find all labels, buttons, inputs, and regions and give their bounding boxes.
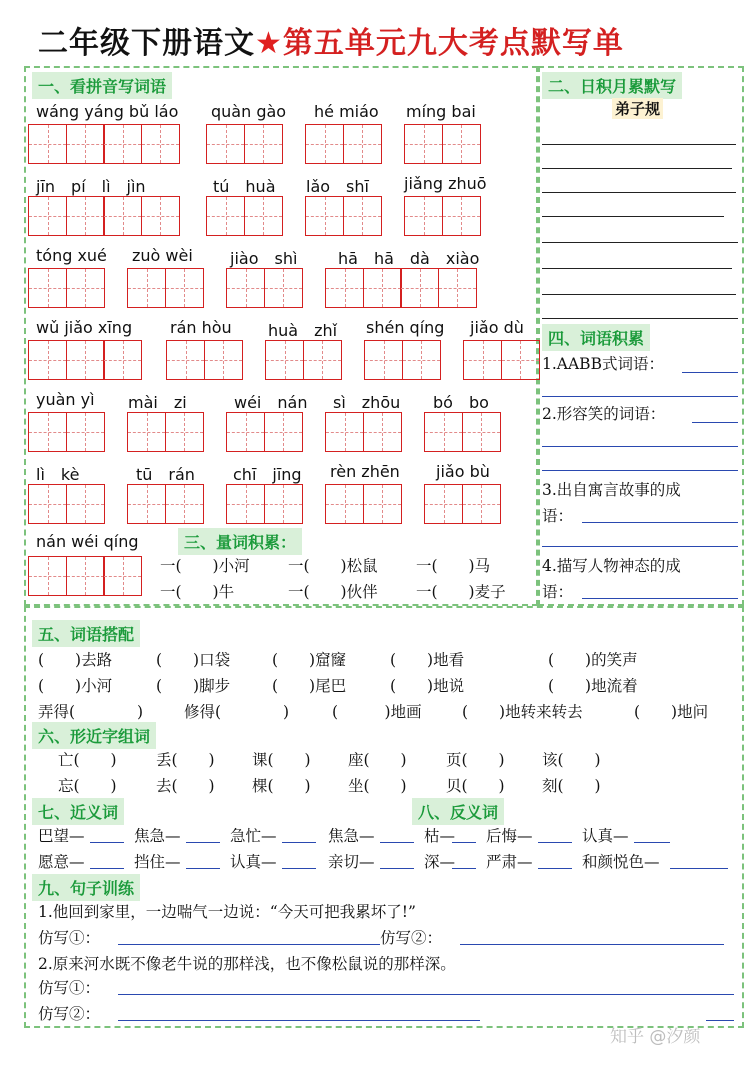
tianzige-cell[interactable] xyxy=(206,124,245,164)
collocation-item: ( )地问 xyxy=(634,703,709,721)
pinyin-label: mài zi xyxy=(128,393,187,412)
tianzige-grid[interactable] xyxy=(226,484,303,524)
tianzige-cell[interactable] xyxy=(165,412,204,452)
answer-line[interactable] xyxy=(90,842,124,843)
tianzige-cell[interactable] xyxy=(325,268,364,308)
synonym-item: 巴望— xyxy=(38,827,85,845)
answer-line[interactable] xyxy=(582,522,738,523)
tianzige-cell[interactable] xyxy=(463,340,502,380)
answer-line[interactable] xyxy=(682,372,738,373)
similar-char-item: 忘( ) xyxy=(58,777,117,795)
antonym-item: 认真— xyxy=(582,827,629,845)
antonym-item: 严肃— xyxy=(486,853,533,871)
collocation-item: ( )地流着 xyxy=(548,677,638,695)
tianzige-grid[interactable] xyxy=(28,484,105,524)
tianzige-cell[interactable] xyxy=(166,340,205,380)
tianzige-cell[interactable] xyxy=(462,412,501,452)
answer-line[interactable] xyxy=(380,842,414,843)
pinyin-label: nán wéi qíng xyxy=(36,532,139,551)
similar-char-item: 课( ) xyxy=(252,751,311,769)
pinyin-label: míng bai xyxy=(406,102,476,121)
tianzige-cell[interactable] xyxy=(103,196,142,236)
answer-line[interactable] xyxy=(542,470,738,471)
tianzige-cell[interactable] xyxy=(442,196,481,236)
similar-char-item: 丢( ) xyxy=(156,751,215,769)
tianzige-cell[interactable] xyxy=(127,268,166,308)
pinyin-label: wéi nán xyxy=(234,393,308,412)
similar-char-item: 棵( ) xyxy=(252,777,311,795)
answer-line[interactable] xyxy=(538,868,572,869)
tianzige-cell[interactable] xyxy=(363,412,402,452)
sentence-1: 1.他回到家里，一边喘气一边说：“今天可把我累坏了!” xyxy=(38,903,416,921)
antonym-item: 枯— xyxy=(424,827,456,845)
tianzige-cell[interactable] xyxy=(66,340,105,380)
tianzige-cell[interactable] xyxy=(226,268,265,308)
writing-line[interactable] xyxy=(542,192,736,193)
tianzige-cell[interactable] xyxy=(66,124,105,164)
tianzige-grid[interactable] xyxy=(28,124,180,164)
tianzige-cell[interactable] xyxy=(28,412,67,452)
collocation-item: ( )地画 xyxy=(332,703,422,721)
synonym-item: 焦急— xyxy=(328,827,375,845)
synonym-item: 认真— xyxy=(230,853,277,871)
answer-line[interactable] xyxy=(670,868,728,869)
tianzige-grid[interactable] xyxy=(424,412,501,452)
similar-char-item: 贝( ) xyxy=(446,777,505,795)
pinyin-label: bó bo xyxy=(433,393,489,412)
tianzige-grid[interactable] xyxy=(28,268,105,308)
collocation-item: ( )去路 xyxy=(38,651,113,669)
tianzige-cell[interactable] xyxy=(363,484,402,524)
title-right: 第五单元九大考点默写单 xyxy=(282,26,624,61)
pinyin-label: wáng yáng bǔ láo xyxy=(36,102,179,121)
tianzige-cell[interactable] xyxy=(265,340,304,380)
tianzige-cell[interactable] xyxy=(363,268,402,308)
tianzige-cell[interactable] xyxy=(325,412,364,452)
tianzige-grid[interactable] xyxy=(28,196,180,236)
antonym-item: 后悔— xyxy=(486,827,533,845)
tianzige-cell[interactable] xyxy=(264,412,303,452)
tianzige-cell[interactable] xyxy=(206,196,245,236)
tianzige-cell[interactable] xyxy=(127,484,166,524)
answer-line[interactable] xyxy=(460,944,724,945)
answer-line[interactable] xyxy=(282,842,316,843)
synonym-item: 焦急— xyxy=(134,827,181,845)
tianzige-cell[interactable] xyxy=(103,556,142,596)
tianzige-cell[interactable] xyxy=(264,484,303,524)
pinyin-label: jīn pí lì jìn xyxy=(36,177,146,196)
collocation-item: 修得( ) xyxy=(184,703,290,721)
pinyin-label: wǔ jiǎo xīng xyxy=(36,318,133,337)
answer-line[interactable] xyxy=(692,422,738,423)
pinyin-label: zuò wèi xyxy=(132,246,193,265)
answer-line[interactable] xyxy=(282,868,316,869)
pinyin-label: quàn gào xyxy=(211,102,287,121)
tianzige-cell[interactable] xyxy=(28,340,67,380)
pinyin-label: lǎo shī xyxy=(306,177,369,196)
answer-line[interactable] xyxy=(380,868,414,869)
tianzige-cell[interactable] xyxy=(404,124,443,164)
writing-line[interactable] xyxy=(542,216,724,217)
tianzige-cell[interactable] xyxy=(28,124,67,164)
collocation-item: 弄得( ) xyxy=(38,703,144,721)
imitate-label: 仿写①： xyxy=(38,979,101,997)
quantifier-item: 一( )小河 xyxy=(160,557,250,575)
tianzige-grid[interactable] xyxy=(28,412,105,452)
tianzige-grid[interactable] xyxy=(463,340,540,380)
collocation-item: ( )的笑声 xyxy=(548,651,638,669)
tianzige-grid[interactable] xyxy=(127,268,204,308)
answer-line[interactable] xyxy=(452,868,476,869)
tianzige-cell[interactable] xyxy=(28,556,67,596)
tianzige-cell[interactable] xyxy=(66,556,105,596)
tianzige-grid[interactable] xyxy=(325,412,402,452)
pinyin-label: sì zhōu xyxy=(333,393,401,412)
writing-line[interactable] xyxy=(542,144,736,145)
tianzige-cell[interactable] xyxy=(305,196,344,236)
tianzige-cell[interactable] xyxy=(438,268,477,308)
pinyin-label: chī jīng xyxy=(233,465,302,484)
tianzige-cell[interactable] xyxy=(28,268,67,308)
section-sentence-header: 九、句子训练 xyxy=(32,874,140,901)
tianzige-cell[interactable] xyxy=(66,484,105,524)
answer-line[interactable] xyxy=(542,446,738,447)
tianzige-grid[interactable] xyxy=(226,268,303,308)
similar-char-item: 亡( ) xyxy=(58,751,117,769)
answer-line[interactable] xyxy=(118,944,380,945)
similar-char-item: 页( ) xyxy=(446,751,505,769)
pinyin-label: jiào shì xyxy=(230,249,298,268)
quantifier-item: 一( )伙伴 xyxy=(288,583,378,601)
vocab-q3b: 语： xyxy=(542,507,574,525)
synonym-item: 挡住— xyxy=(134,853,181,871)
tianzige-cell[interactable] xyxy=(244,124,283,164)
tianzige-cell[interactable] xyxy=(343,196,382,236)
title-left: 二年级下册语文 xyxy=(38,26,255,61)
tianzige-grid[interactable] xyxy=(424,484,501,524)
tianzige-cell[interactable] xyxy=(141,196,180,236)
tianzige-grid[interactable] xyxy=(325,484,402,524)
writing-line[interactable] xyxy=(542,294,736,295)
pinyin-label: yuàn yì xyxy=(36,390,95,409)
tianzige-cell[interactable] xyxy=(204,340,243,380)
pinyin-label: shén qíng xyxy=(366,318,445,337)
tianzige-grid[interactable] xyxy=(166,340,243,380)
tianzige-grid[interactable] xyxy=(127,484,204,524)
pinyin-label: hé miáo xyxy=(314,102,379,121)
quantifier-item: 一( )松鼠 xyxy=(288,557,378,575)
tianzige-grid[interactable] xyxy=(226,412,303,452)
tianzige-grid[interactable] xyxy=(404,196,481,236)
pinyin-label: lì kè xyxy=(36,465,80,484)
tianzige-cell[interactable] xyxy=(226,412,265,452)
tianzige-cell[interactable] xyxy=(364,340,403,380)
writing-line[interactable] xyxy=(542,268,732,269)
section-similar-chars-header: 六、形近字组词 xyxy=(32,722,156,749)
pinyin-label: rèn zhēn xyxy=(330,462,400,481)
section-memorize-header: 二、日积月累默写 xyxy=(542,72,682,99)
collocation-item: ( )尾巴 xyxy=(272,677,347,695)
pinyin-label: rán hòu xyxy=(170,318,232,337)
tianzige-grid[interactable] xyxy=(325,268,477,308)
tianzige-cell[interactable] xyxy=(28,484,67,524)
answer-line[interactable] xyxy=(118,994,734,995)
tianzige-grid[interactable] xyxy=(305,196,382,236)
similar-char-item: 该( ) xyxy=(542,751,601,769)
tianzige-cell[interactable] xyxy=(404,196,443,236)
section-pinyin-header: 一、看拼音写词语 xyxy=(32,72,172,99)
vocab-q4b: 语： xyxy=(542,583,574,601)
pinyin-label: tóng xué xyxy=(36,246,107,265)
similar-char-item: 去( ) xyxy=(156,777,215,795)
section-antonym-header: 八、反义词 xyxy=(412,798,504,825)
sentence-2: 2.原来河水既不像老牛说的那样浅，也不像松鼠说的那样深。 xyxy=(38,955,456,973)
synonym-item: 愿意— xyxy=(38,853,85,871)
similar-char-item: 坐( ) xyxy=(348,777,407,795)
tianzige-cell[interactable] xyxy=(165,484,204,524)
pinyin-label: hā hā dà xiào xyxy=(338,249,480,268)
star-icon: ★ xyxy=(255,26,283,61)
tianzige-grid[interactable] xyxy=(206,124,283,164)
tianzige-cell[interactable] xyxy=(442,124,481,164)
section-collocation-header: 五、词语搭配 xyxy=(32,620,140,647)
tianzige-grid[interactable] xyxy=(305,124,382,164)
tianzige-cell[interactable] xyxy=(226,484,265,524)
tianzige-cell[interactable] xyxy=(305,124,344,164)
tianzige-cell[interactable] xyxy=(501,340,540,380)
pinyin-label: huà zhǐ xyxy=(268,321,338,340)
pinyin-label: tū rán xyxy=(136,465,195,484)
section-vocab-header: 四、词语积累 xyxy=(542,324,650,351)
imitate-label: 仿写②： xyxy=(380,929,443,947)
tianzige-grid[interactable] xyxy=(364,340,441,380)
answer-line[interactable] xyxy=(186,868,220,869)
answer-line[interactable] xyxy=(90,868,124,869)
page-title xyxy=(38,18,624,62)
collocation-item: ( )窟窿 xyxy=(272,651,347,669)
tianzige-cell[interactable] xyxy=(66,196,105,236)
answer-line[interactable] xyxy=(186,842,220,843)
vocab-q4a: 4.描写人物神态的成 xyxy=(542,557,681,575)
collocation-item: ( )脚步 xyxy=(156,677,231,695)
answer-line[interactable] xyxy=(118,1020,480,1021)
writing-line[interactable] xyxy=(542,318,738,319)
tianzige-cell[interactable] xyxy=(303,340,342,380)
quantifier-item: 一( )牛 xyxy=(160,583,235,601)
collocation-item: ( )小河 xyxy=(38,677,113,695)
synonym-item: 急忙— xyxy=(230,827,277,845)
vocab-q2: 2.形容笑的词语： xyxy=(542,405,666,423)
answer-line[interactable] xyxy=(452,842,476,843)
tianzige-cell[interactable] xyxy=(66,412,105,452)
tianzige-cell[interactable] xyxy=(165,268,204,308)
antonym-item: 和颜悦色— xyxy=(582,853,660,871)
tianzige-cell[interactable] xyxy=(264,268,303,308)
pinyin-label: jiǎo bù xyxy=(436,462,490,481)
similar-char-item: 刻( ) xyxy=(542,777,601,795)
answer-line[interactable] xyxy=(706,1020,734,1021)
similar-char-item: 座( ) xyxy=(348,751,407,769)
pinyin-label: tú huà xyxy=(213,177,276,196)
collocation-item: ( )地说 xyxy=(390,677,465,695)
tianzige-cell[interactable] xyxy=(141,124,180,164)
section-quantifier-header: 三、量词积累： xyxy=(178,528,302,555)
vocab-q1: 1.AABB式词语： xyxy=(542,355,664,373)
answer-line[interactable] xyxy=(542,546,738,547)
answer-line[interactable] xyxy=(542,396,738,397)
pinyin-label: jiǎo dù xyxy=(470,318,524,337)
dizigui-title: 弟子规 xyxy=(612,98,663,119)
collocation-item: ( )口袋 xyxy=(156,651,231,669)
tianzige-cell[interactable] xyxy=(424,484,463,524)
tianzige-grid[interactable] xyxy=(206,196,283,236)
writing-line[interactable] xyxy=(542,168,732,169)
tianzige-grid[interactable] xyxy=(28,340,142,380)
tianzige-cell[interactable] xyxy=(402,340,441,380)
tianzige-cell[interactable] xyxy=(424,412,463,452)
synonym-item: 亲切— xyxy=(328,853,375,871)
tianzige-cell[interactable] xyxy=(28,196,67,236)
quantifier-item: 一( )麦子 xyxy=(416,583,506,601)
antonym-item: 深— xyxy=(424,853,456,871)
collocation-item: ( )地看 xyxy=(390,651,465,669)
tianzige-grid[interactable] xyxy=(404,124,481,164)
tianzige-cell[interactable] xyxy=(325,484,364,524)
tianzige-grid[interactable] xyxy=(127,412,204,452)
tianzige-cell[interactable] xyxy=(103,124,142,164)
tianzige-cell[interactable] xyxy=(66,268,105,308)
collocation-item: ( )地转来转去 xyxy=(462,703,583,721)
writing-line[interactable] xyxy=(542,242,738,243)
watermark: 知乎 @汐颜 xyxy=(610,1027,701,1047)
tianzige-grid[interactable] xyxy=(28,556,142,596)
imitate-label: 仿写①： xyxy=(38,929,101,947)
tianzige-grid[interactable] xyxy=(265,340,342,380)
tianzige-cell[interactable] xyxy=(343,124,382,164)
answer-line[interactable] xyxy=(634,842,670,843)
tianzige-cell[interactable] xyxy=(127,412,166,452)
pinyin-label: jiǎng zhuō xyxy=(404,174,487,193)
quantifier-item: 一( )马 xyxy=(416,557,491,575)
tianzige-cell[interactable] xyxy=(244,196,283,236)
tianzige-cell[interactable] xyxy=(103,340,142,380)
answer-line[interactable] xyxy=(538,842,572,843)
section-synonym-header: 七、近义词 xyxy=(32,798,124,825)
vocab-q3a: 3.出自寓言故事的成 xyxy=(542,481,681,499)
tianzige-cell[interactable] xyxy=(400,268,439,308)
tianzige-cell[interactable] xyxy=(462,484,501,524)
answer-line[interactable] xyxy=(582,598,738,599)
imitate-label: 仿写②： xyxy=(38,1005,101,1023)
